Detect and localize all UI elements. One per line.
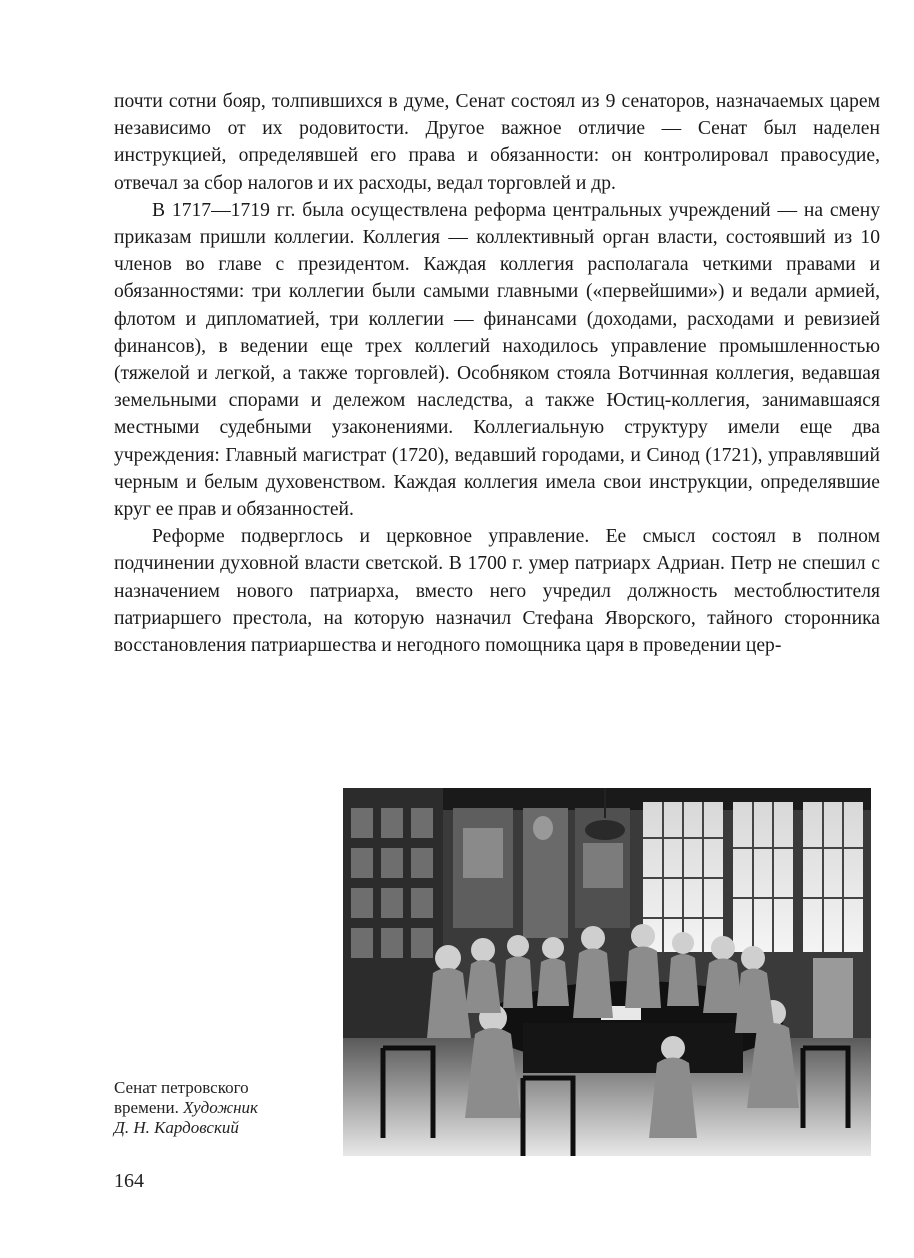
caption-line-2 <box>114 1098 334 1118</box>
paragraph-3: Реформе подверглось и церковное управление. Ее смысл состоял в полном подчинении духовной власти светской. В 1700 г. умер патриарх Адриан. Петр не спешил с назначением нового патриарха, вместо него учредил должность местоблюстителя патриаршего престола, на которую назначил Стефана Яворского, тайного сторонника восстановления патриаршества и негодного помощника царя в проведении цер- <box>114 526 880 657</box>
caption-artist-label: Художник <box>183 1098 258 1117</box>
paragraph-1: почти сотни бояр, толпившихся в думе, Сенат состоял из 9 сенаторов, назначаемых царем независимо от их родовитости. Другое важное отличие — Сенат был наделен инструкцией, определявшей его права и обязанности: он контролировал правосудие, отвечал за сбор налогов и их расходы, ведал торговлей и др. <box>114 91 880 194</box>
caption-line-1: Сенат петровского <box>114 1078 249 1097</box>
paragraph-2: В 1717—1719 гг. была осуществлена реформа центральных учреждений — на смену приказам пришли коллегии. Коллегия — коллективный орган власти, состоявший из 10 членов во главе с президентом. Каждая коллегия располагала четкими правами и обязанностями: три коллегии были самыми главными («первейшими») и ведали армией, флотом и дипломатией, три коллегии — финансами (доходами, расходами и ревизией финансов), в ведении еще трех коллегий находилось управление промышленностью (тяжелой и легкой, а также торговлей). Особняком стояла Вотчинная коллегия, ведавшая земельными спорами и дележом наследства, а также Юстиц-коллегия, занимавшаяся местными судебными узаконениями. Коллегиальную структуру имели еще два учреждения: Главный магистрат (1720), ведавший городами, и Синод (1721), управлявший черным и белым духовенством. Каждая коллегия имела свои инструкции, определявшие круг ее прав и обязанностей. <box>114 199 880 521</box>
body-text <box>114 88 880 659</box>
senate-painting <box>343 788 871 1156</box>
figure-caption <box>114 1078 334 1138</box>
caption-line-2-plain: времени. <box>114 1098 184 1117</box>
page-number: 164 <box>114 1170 144 1192</box>
caption-artist-name: Д. Н. Кардовский <box>114 1118 239 1137</box>
